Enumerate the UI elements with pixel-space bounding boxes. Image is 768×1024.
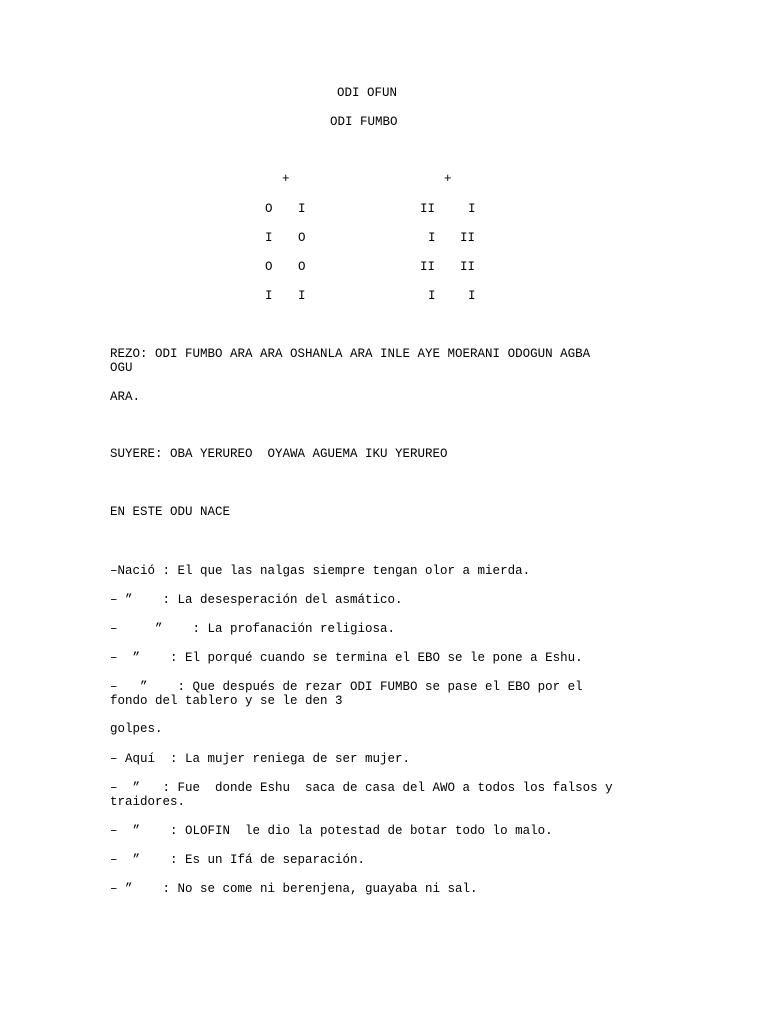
list-item: – Aquí : La mujer reniega de ser mujer. [110,752,411,766]
figure-right-marker: + [444,172,452,186]
list-item: – ” : Es un Ifá de separación. [110,853,366,867]
list-item: – ” : La profanación religiosa. [110,622,396,636]
list-item: – ” : OLOFIN le dio la potestad de botar todo lo malo. [110,824,553,838]
list-item: – ” : El porqué cuando se termina el EBO se le pone a Eshu. [110,651,583,665]
figure-left-marker: + [282,172,290,186]
list-item: – ” : Fue donde Eshu saca de casa del AWO a todos los falsos y traidores. [110,781,613,809]
rezo-line-3: ARA. [110,390,141,404]
figure-right-row2-col1: I [428,231,436,245]
figure-left-row3-col1: O [265,260,273,274]
figure-right-row1-col1: II [420,202,436,216]
figure-right-row4-col1: I [428,289,436,303]
figure-left-row4-col1: I [265,289,273,303]
list-item: golpes. [110,722,163,736]
rezo-line-2: OGU [110,361,133,375]
figure-right-row4-col2: I [468,289,476,303]
title-odi-ofun: ODI OFUN [337,86,398,100]
figure-right-row1-col2: I [468,202,476,216]
figure-right-row3-col1: II [420,260,436,274]
list-item: – ” : La desesperación del asmático. [110,593,403,607]
title-odi-fumbo: ODI FUMBO [330,115,398,129]
figure-left-row2-col1: I [265,231,273,245]
section-heading: EN ESTE ODU NACE [110,505,231,519]
list-item: –Nació : El que las nalgas siempre tengan olor a mierda. [110,564,531,578]
list-item: – ” : Que después de rezar ODI FUMBO se pase el EBO por el fondo del tablero y se le den 3 [110,680,583,708]
figure-left-row3-col2: O [298,260,306,274]
list-item: – ” : No se come ni berenjena, guayaba ni sal. [110,882,478,896]
rezo-line-1: REZO: ODI FUMBO ARA ARA OSHANLA ARA INLE AYE MOERANI ODOGUN AGBA [110,347,591,361]
figure-right-row3-col2: II [460,260,476,274]
figure-right-row2-col2: II [460,231,476,245]
figure-left-row4-col2: I [298,289,306,303]
suyere-line: SUYERE: OBA YERUREO OYAWA AGUEMA IKU YERUREO [110,447,448,461]
figure-left-row2-col2: O [298,231,306,245]
figure-left-row1-col1: O [265,202,273,216]
figure-left-row1-col2: I [298,202,306,216]
